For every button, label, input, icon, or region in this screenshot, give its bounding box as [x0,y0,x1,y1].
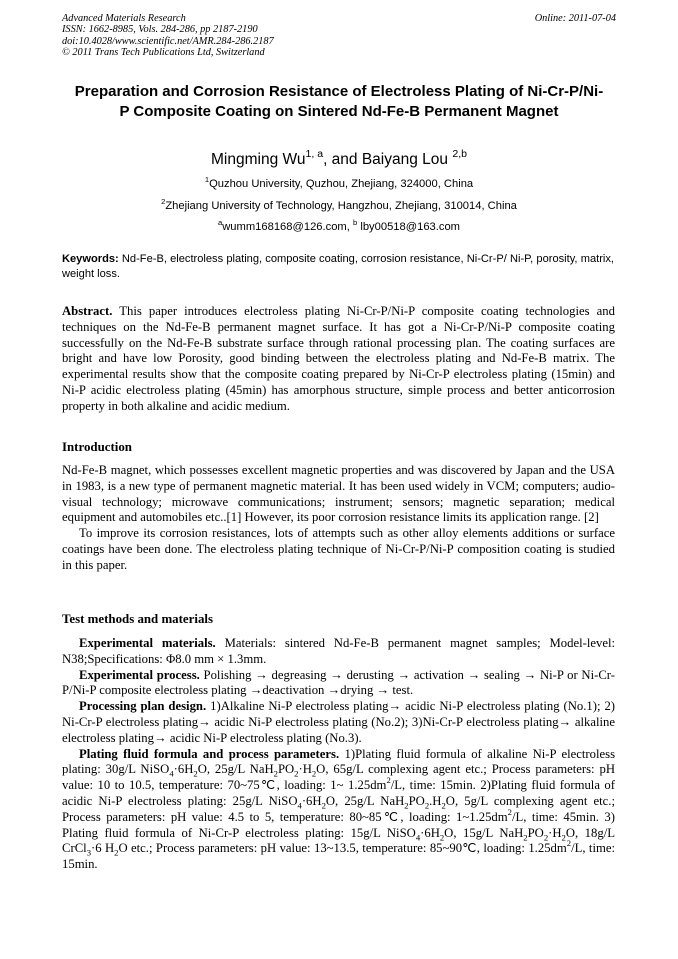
process-label: Experimental process. [79,667,200,682]
fluid-text-10: PO [408,793,425,808]
methods-heading: Test methods and materials [62,612,213,626]
author-1: Mingming Wu [211,151,306,168]
introduction-section [62,463,615,574]
aff-2-text: Zhejiang University of Technology, Hangzhou, Zhejiang, 310014, China [165,200,517,212]
abstract-label: Abstract. [62,304,113,318]
materials-text: Materials: sintered Nd-Fe-B permanent magnet samples; Model-level: N38;Specifications: Φ8.0 mm × 1.3mm. [62,636,616,666]
aff-2-num: 2 [161,196,166,206]
copyright-line: © 2011 Trans Tech Publications Ltd, Switzerland [62,47,265,59]
introduction-heading: Introduction [62,440,132,454]
aff-1-num: 1 [204,174,210,184]
fluid-paragraph [62,747,615,873]
fluid-text-1: 1)Plating fluid formula of alkaline Ni-P electroless plating: 30g/L NiSO [62,746,616,777]
sup-2: 2 [507,806,512,817]
fluid-text-6: O, 65g/L complexing agent etc.; Process parameters: pH value: 10 to 10.5, temperature: 70~75℃, loading: 1~ 1.25dm [62,762,615,793]
fluid-text-19: ·6 H [91,841,115,856]
fluid-text-15: O, 15g/L NaH [444,825,524,840]
methods-section [62,636,615,873]
sub-2: 2 [523,832,528,843]
fluid-text-2: ·6H [173,762,194,777]
email-a: wumm168168@126.com, [222,221,350,233]
fluid-text-18: O, 18g/L CrCl [62,825,615,856]
doi-line: doi:10.4028/www.scientific.net/AMR.284-286.2187 [62,35,274,47]
sub-3: 3 [86,847,91,858]
sub-4: 4 [169,768,174,779]
sub-2: 2 [294,768,299,779]
paper-title: Preparation and Corrosion Resistance of Electroless Plating of Ni-Cr-P/Ni-P Composite Coating on Sintered Nd-Fe-B Permanent Magnet [74,83,604,120]
plan-label: Processing plan design. [79,699,207,714]
author-emails [0,217,678,234]
author-separator: , and Baiyang Lou [323,151,449,168]
online-date: Online: 2011-07-04 [534,13,616,24]
sub-4: 4 [415,832,421,843]
fluid-text-20: O etc.; Process parameters: pH value: 13~13.5, temperature: 85~90℃, loading: 1.25dm [118,841,567,856]
email-b-sup: b [352,217,358,227]
affiliation-1 [0,174,678,191]
fluid-text-4: PO [277,762,295,777]
author-line [0,147,678,170]
intro-paragraph-2: To improve its corrosion resistances, lots of attempts such as other alloy elements additions or surface coatings have been done. The electroless plating technique of Ni-Cr-P/Ni-P composition coating is studied in this paper. [62,526,615,572]
plan-text: 1)Alkaline Ni-P electroless plating→ acidic Ni-P electroless plating (No.1); 2) Ni-Cr-P electroless plating→ acidic Ni-P electroless plating (No.2); 3)Ni-Cr-P electroless plating→ alkaline electroless plating→ acidic Ni-P electroless plating (No.3). [62,699,616,745]
issn-line: ISSN: 1662-8985, Vols. 284-286, pp 2187-2190 [62,24,258,36]
email-a-sup: a [217,217,223,227]
sub-2: 2 [424,800,430,811]
fluid-text-11: .H [429,793,442,808]
author-2-sup: 2,b [452,147,467,160]
fluid-text-13: /L, time: 45min. 3) Plating fluid formula of Ni-Cr-P electroless plating: 15g/L NiSO [62,809,615,840]
fluid-text-17: ·H [548,825,562,840]
fluid-label: Plating fluid formula and process parameters. [79,746,340,761]
fluid-text-16: PO [527,825,544,840]
sub-2: 2 [561,832,566,843]
fluid-text-3: O, 25g/L NaH [197,762,274,777]
fluid-text-8: ·6H [301,793,322,808]
journal-name: Advanced Materials Research [62,13,186,24]
abstract-text: This paper introduces electroless plating Ni-Cr-P/Ni-P composite coating technologies and techniques on the Nd-Fe-B permanent magnet surface. It has got a Ni-Cr-P/Ni-P composite coating successfully on the Nd-Fe-B substrate surface through rational processing plan. The coating surfaces are bright and have low Porosity, good binding between the electroless plating and Nd-Fe-B matrix. The experimental results show that the composite coating prepared by Ni-Cr-P electroless plating (15min) and Ni-P acidic electroless plating (45min) has amorphous structure, simple process and better anticorrosion property in both alkaline and acidic medium. [62,304,615,413]
aff-1-text: Quzhou University, Quzhou, Zhejiang, 324000, China [209,178,474,190]
sub-2: 2 [404,800,409,811]
materials-label: Experimental materials. [79,636,216,650]
sub-2: 2 [321,800,326,811]
keywords-text: Nd-Fe-B, electroless plating, composite coating, corrosion resistance, Ni-Cr-P/ Ni-P, porosity, matrix, weight loss. [62,253,614,281]
fluid-text-9: O, 25g/L NaH [325,793,405,808]
sup-2: 2 [566,838,572,849]
fluid-text-12: O, 5g/L complexing agent etc.; Process parameters: pH value: 4.5 to 5, temperature: 80~85℃, loading: 1~1.25dm [62,793,616,824]
keywords-label: Keywords: [62,253,119,265]
affiliation-2 [0,196,678,213]
sup-2: 2 [386,775,391,786]
fluid-text-14: ·6H [420,825,440,840]
sub-2: 2 [311,768,317,779]
sub-2: 2 [441,800,446,811]
sub-2: 2 [193,768,198,779]
process-text: Polishing → degreasing → derusting → activation → sealing → Ni-P or Ni-Cr-P/Ni-P composite electroless plating →deactivation →drying → test. [62,667,616,698]
plan-paragraph [62,699,615,746]
keywords [62,252,614,283]
email-b: lby00518@163.com [360,221,461,233]
fluid-text-5: ·H [298,762,312,777]
sub-2: 2 [439,832,445,843]
author-1-sup: 1, a [305,147,324,160]
abstract [62,304,615,415]
sub-4: 4 [297,800,302,811]
fluid-text-7: /L, time: 15min. 2)Plating fluid formula of acidic Ni-P electroless plating: 25g/L NiSO [62,778,615,808]
sub-2: 2 [273,768,278,779]
fluid-text-21: /L, time: 15min. [62,841,616,872]
sub-2: 2 [114,847,119,858]
process-paragraph [62,668,615,700]
intro-paragraph-1: Nd-Fe-B magnet, which possesses excellent magnetic properties and was discovered by Japan and the USA in 1983, is a new type of permanent magnetic material. It has been used widely in VCM; computers; audio-visual technology; microwave communications; instrument; sensors; magnetic separation; medical equipment and automobiles etc..[1] However, its poor corrosion resistance limits its application range. [2] [62,463,615,525]
sub-2: 2 [543,832,549,843]
journal-header [62,13,616,59]
materials-paragraph [62,636,615,668]
